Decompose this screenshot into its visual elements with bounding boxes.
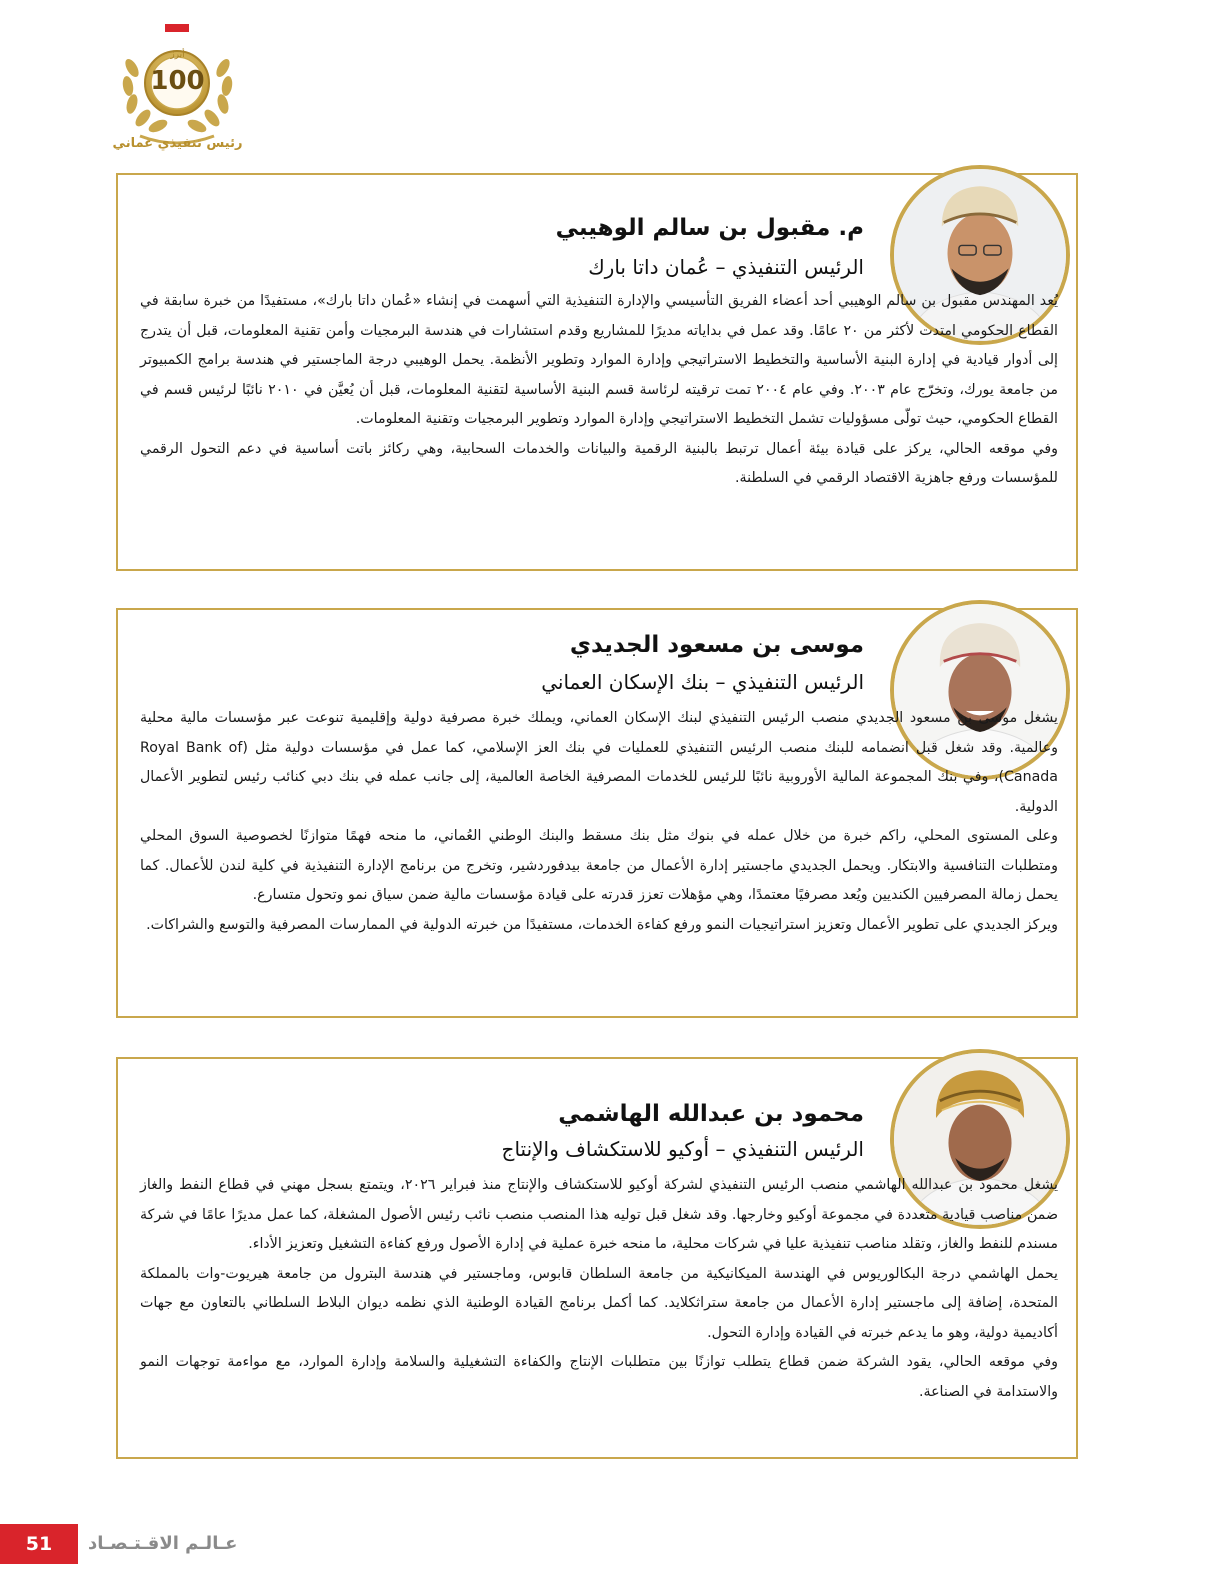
magazine-name: عـالـم الاقـتـصـاد: [88, 1533, 238, 1554]
logo-subtitle: رئيس تنفيذي عماني: [112, 136, 243, 151]
profile-title: الرئيس التنفيذي – عُمان داتا بارك: [588, 255, 864, 279]
profile-title: الرئيس التنفيذي – بنك الإسكان العماني: [541, 670, 864, 694]
profile-card-1: [116, 173, 1078, 571]
logo-number: 100: [150, 66, 205, 96]
profile-name: م. مقبول بن سالم الوهيبي: [555, 215, 864, 241]
profile-title: الرئيس التنفيذي – أوكيو للاستكشاف والإنتاج: [501, 1137, 864, 1161]
bio-paragraph: ويركز الجديدي على تطوير الأعمال وتعزيز استراتيجيات النمو ورفع كفاءة الخدمات، مستفيدًا من خبرته الدولية في الممارسات المصرفية والتوسع والشراكات.: [146, 916, 1058, 933]
logo-top-text: أبرز: [170, 50, 185, 60]
profile-bio: [140, 1171, 1058, 1407]
bio-paragraph: وفي موقعه الحالي، يقود الشركة ضمن قطاع يتطلب توازنًا بين متطلبات الإنتاج والكفاءة التشغيلية والسلامة وإدارة الموارد، مع مواءمة توجهات النمو والاستدامة في الصناعة.: [140, 1354, 1058, 1400]
page-footer: [0, 1524, 300, 1564]
profile-card-3: [116, 1057, 1078, 1459]
profile-bio: [140, 704, 1058, 940]
bio-paragraph: يُعد المهندس مقبول بن سالم الوهيبي أحد أعضاء الفريق التأسيسي والإدارة التنفيذية التي أسهمت في إنشاء «عُمان داتا بارك»، مستفيدًا من خبرة سابقة في القطاع الحكومي امتدت لأكثر من ٢٠ عامًا. وقد عمل في بداياته مديرًا للمشاريع وقدم استشارات في هندسة البرمجيات وأمن تقنية المعلومات، قبل أن يتدرج إلى أدوار قيادية في إدارة البنية الأساسية والتخطيط الاستراتيجي وإدارة الموارد وتطوير الأنظمة. يحمل الوهيبي درجة الماجستير في هندسة برامج الكمبيوتر من جامعة يورك، وتخرّج عام ٢٠٠٣. وفي عام ٢٠٠٤ تمت ترقيته لرئاسة قسم البنية الأساسية لتقنية المعلومات، قبل أن يُعيَّن في ٢٠١٠ نائبًا لرئيس قسم في القطاع الحكومي، حيث تولّى مسؤوليات تشمل التخطيط الاستراتيجي وإدارة الموارد وتطوير البرمجيات وتقنية المعلومات.: [140, 293, 1058, 427]
bio-paragraph: وفي موقعه الحالي، يركز على قيادة بيئة أعمال ترتبط بالبنية الرقمية والبيانات والخدمات السحابية، وهي ركائز باتت أساسية في دعم التحول الرقمي للمؤسسات ورفع جاهزية الاقتصاد الرقمي في السلطنة.: [140, 440, 1058, 486]
bio-paragraph: يحمل الهاشمي درجة البكالوريوس في الهندسة الميكانيكية من جامعة السلطان قابوس، وماجستير في هندسة البترول من جامعة هيريوت-وات بالمملكة المتحدة، إضافة إلى ماجستير إدارة الأعمال من جامعة ستراثكلايد. كما أكمل برنامج القيادة الوطنية الذي نظمه ديوان البلاط السلطاني بالتعاون مع جهات أكاديمية دولية، وهو ما يدعم خبرته في القيادة وإدارة التحول.: [140, 1265, 1058, 1341]
profile-bio: [140, 287, 1058, 494]
bio-paragraph: يشغل موسى بن مسعود الجديدي منصب الرئيس التنفيذي لبنك الإسكان العماني، ويملك خبرة مصرفية دولية وإقليمية تنوعت عبر مؤسسات مالية محلية وعالمية. وقد شغل قبل انضمامه للبنك منصب الرئيس التنفيذي للعمليات في بنك العز الإسلامي، كما عمل في مؤسسات دولية مثل (Royal Bank of Canada)، وفي بنك المجموعة المالية الأوروبية نائبًا للرئيس للخدمات المصرفية الخاصة العالمية، إلى جانب عمله في بنك دبي كنائب رئيس لتطوير الأعمال الدولية.: [140, 710, 1059, 815]
page-number: 51: [0, 1524, 78, 1564]
profile-name: محمود بن عبدالله الهاشمي: [558, 1101, 864, 1127]
bio-paragraph: وعلى المستوى المحلي، راكم خبرة من خلال عمله في بنوك مثل بنك مسقط والبنك الوطني العُماني، ما منحه فهمًا متوازنًا لخصوصية السوق المحلي ومتطلبات التنافسية والابتكار. ويحمل الجديدي ماجستير إدارة الأعمال من جامعة بيدفوردشير، وتخرج من برنامج الإدارة التنفيذية في كلية لندن للأعمال. كما يحمل زمالة المصرفيين الكنديين ويُعد مصرفيًا معتمدًا، وهي مؤهلات تعزز قدرته على قيادة مؤسسات مالية ضمن سياق نمو وتحول متسارع.: [140, 828, 1058, 903]
bio-paragraph: يشغل محمود بن عبدالله الهاشمي منصب الرئيس التنفيذي لشركة أوكيو للاستكشاف والإنتاج منذ فبراير ٢٠٢٦، ويتمتع بسجل مهني في قطاع النفط والغاز ضمن مناصب قيادية متعددة في مجموعة أوكيو وخارجها. وقد شغل قبل توليه هذا المنصب منصب نائب رئيس الأصول المشغلة، كما عمل مديرًا عامًا في شركة مسندم للنفط والغاز، وتقلد مناصب تنفيذية عليا في شركات محلية، ما منحه خبرة عملية في إدارة الأصول ورفع كفاءة التشغيل وتعزيز الأداء.: [140, 1177, 1058, 1252]
profile-card-2: [116, 608, 1078, 1018]
profile-name: موسى بن مسعود الجديدي: [569, 632, 864, 658]
